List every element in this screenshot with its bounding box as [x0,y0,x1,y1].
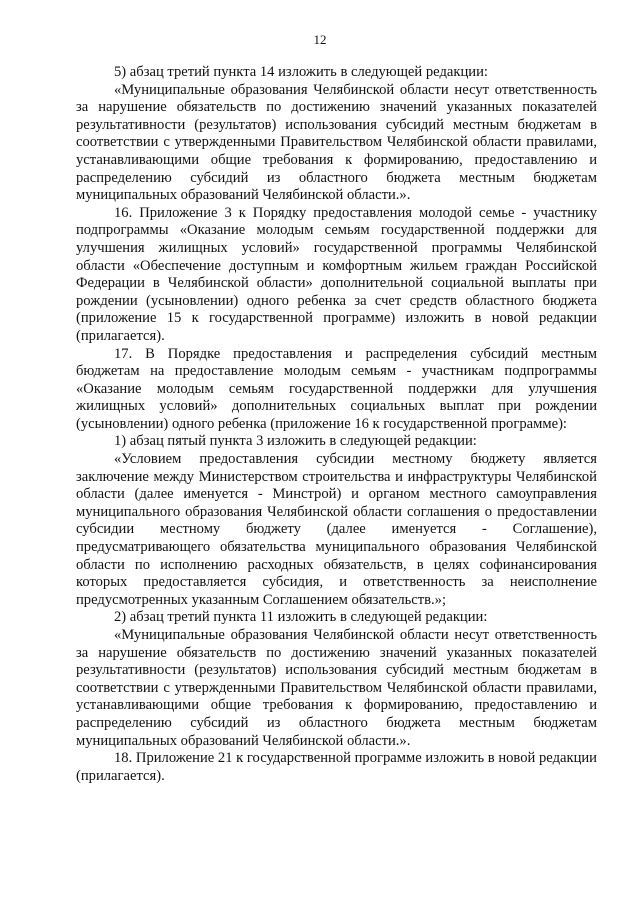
paragraph-amendment-1-text: «Условием предоставления субсидии местному бюджету является заключение между Министерством строительства и инфраструктуры Челябинской области (далее именуется - Минстрой) и органом местного самоуправления муниципального образования Челябинской области соглашения о предоставлении субсидии местному бюджету (далее именуется - Соглашение), предусматривающего обязательства муниципального образования Челябинской области по исполнению расходных обязательств, в целях софинансирования которых предоставляется субсидия, и ответственность за неисполнение предусмотренных указанным Соглашением обязательств.»; [76,451,597,608]
paragraph-amendment-5-heading: 5) абзац третий пункта 14 изложить в следующей редакции: [114,64,488,80]
paragraph-amendment-5-text: «Муниципальные образования Челябинской области несут ответственность за нарушение обязательств по достижению значений указанных показателей результативности (результатов) использования субсидий местным бюджетам в соответствии с утвержденными Правительством Челябинской области правилами, устанавливающими общие требования к формированию, предоставлению и распределению субсидий из областного бюджета местным бюджетам муниципальных образований Челябинской области.». [76,81,597,204]
paragraph-amendment-2-text: «Муниципальные образования Челябинской области несут ответственность за нарушение обязательств по достижению значений указанных показателей результативности (результатов) использования субсидий местным бюджетам в соответствии с утвержденными Правительством Челябинской области правилами, устанавливающими общие требования к формированию, предоставлению и распределению субсидий из областного бюджета местным бюджетам муниципальных образований Челябинской области.». [76,627,597,749]
paragraph-amendment-2-heading: 2) абзац третий пункта 11 изложить в следующей редакции: [114,609,488,626]
paragraph-amendment-1-heading: 1) абзац пятый пункта 3 изложить в следующей редакции: [114,433,477,450]
paragraph-item-18: 18. Приложение 21 к государственной программе изложить в новой редакции (прилагается). [76,750,597,784]
paragraph-item-17: 17. В Порядке предоставления и распределения субсидий местным бюджетам на предоставление молодым семьям - участникам подпрограммы «Оказание молодым семьям государственной поддержки для улучшения жилищных условий» дополнительных социальных выплат при рождении (усыновлении) одного ребенка (приложение 16 к государственной программе): [76,345,597,432]
page-number: 12 [313,32,327,47]
document-body [76,64,597,785]
paragraph-item-16: 16. Приложение 3 к Порядку предоставления молодой семье - участнику подпрограммы «Оказание молодым семьям государственной поддержки для улучшения жилищных условий» государственной программы Челябинской области «Обеспечение доступным и комфортным жильем граждан Российской Федерации в Челябинской области» дополнительной социальной выплаты при рождении (усыновлении) одного ребенка за счет средств областного бюджета (приложение 15 к государственной программе) изложить в новой редакции (прилагается). [76,204,597,344]
